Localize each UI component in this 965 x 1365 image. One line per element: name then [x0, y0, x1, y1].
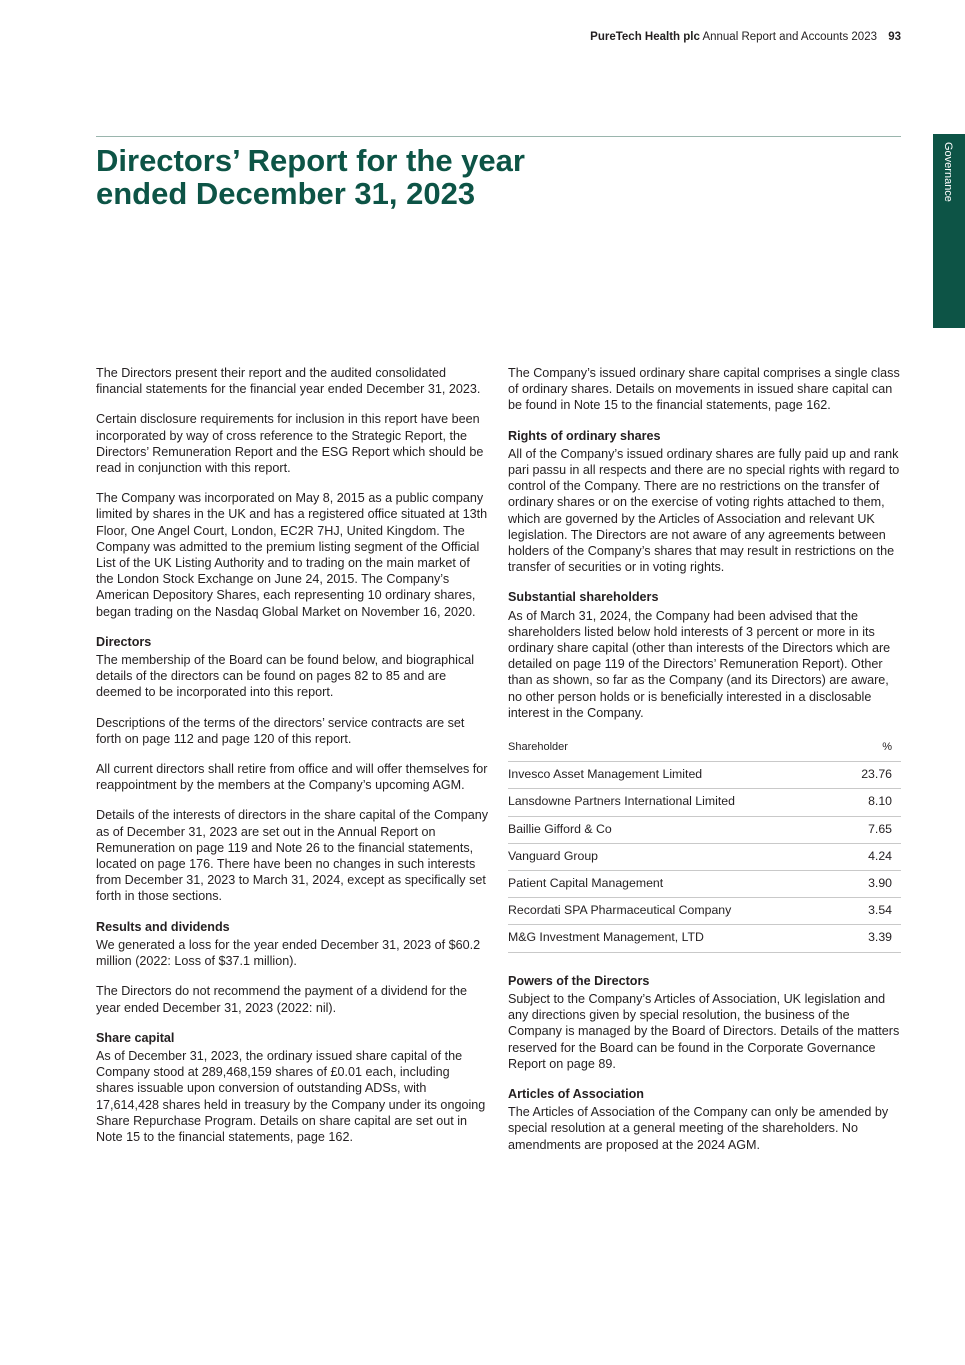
articles-paragraph: The Articles of Association of the Company can only be amended by special resolution at a general meeting of the shareholders. No amendments are proposed at the 2024 AGM.	[508, 1105, 889, 1152]
table-row	[508, 843, 901, 870]
shareholder-column-header: Shareholder	[508, 735, 842, 762]
directors-paragraph-4: Details of the interests of directors in the share capital of the Company as of December 31, 2023 are set out in the Annual Report on Remuneration on page 119 and Note 26 to the financial statements, located on page 176. There have been no changes in such interests from December 31, 2023 to March 31, 2024, except as specifically set forth in those sections.	[96, 808, 489, 904]
page-title	[96, 144, 616, 210]
section-tab-label: Governance	[942, 142, 954, 202]
powers-paragraph: Subject to the Company’s Articles of Association, UK legislation and any directions given by special resolution, the business of the Company is managed by the Board of Directors. Details of the matters reserved for the Board can be found in the Corporate Governance Report on page 89.	[508, 991, 900, 1071]
share-capital-paragraph-1: As of December 31, 2023, the ordinary issued share capital of the Company stood at 289,468,159 shares of £0.01 each, including shares issuable upon conversion of outstanding ADSs, with 17,614,428 shares held in treasury by the Company under its ongoing Share Repurchase Program. Details on share capital are set out in Note 15 to the financial statements, page 162.	[96, 1048, 486, 1144]
left-column	[96, 365, 490, 1159]
table-header-row	[508, 735, 901, 762]
percent-column-header: %	[842, 735, 901, 762]
rights-paragraph: All of the Company’s issued ordinary shares are fully paid up and rank pari passu in all respects and there are no special rights with regard to control of the Company. There are no restrictions on the transfer of ordinary shares or on the exercise of voting rights attached to them, which are governed by the Articles of Association and relevant UK legislation. The Directors are not aware of any agreements between holders of the Company’s shares that may result in restrictions on the transfer of securities or in voting rights.	[508, 446, 900, 575]
page-title-line-1: Directors’ Report for the year	[96, 143, 525, 178]
table-row	[508, 871, 901, 898]
intro-paragraph-1: The Directors present their report and the audited consolidated financial statements for the financial year ended December 31, 2023.	[96, 366, 481, 397]
intro-paragraph-2: Certain disclosure requirements for inclusion in this report have been incorporated by way of cross reference to the Strategic Report, the Directors’ Remuneration Report and the ESG Report which should be read in conjunction with this report.	[96, 412, 484, 476]
substantial-shareholders-paragraph: As of March 31, 2024, the Company had been advised that the shareholders listed below hold interests of 3 percent or more in its ordinary share capital (other than interests of the Directors which are detailed on page 119 of the Directors’ Remuneration Report). Other than as shown, so far as the Company (and its Directors) are aware, no other person holds or is beneficially interested in a disclosable interest in the Company.	[508, 608, 891, 720]
shareholder-name: Vanguard Group	[508, 843, 842, 870]
directors-heading: Directors	[96, 634, 152, 649]
shareholder-percent: 3.90	[842, 871, 901, 898]
directors-paragraph-1: The membership of the Board can be found below, and biographical details of the directors can be found on pages 82 to 85 and are deemed to be incorporated into this report.	[96, 653, 475, 700]
results-paragraph-2: The Directors do not recommend the payment of a dividend for the year ended December 31, 2023 (2022: nil).	[96, 984, 468, 1015]
shareholder-percent: 3.54	[842, 898, 901, 925]
title-divider	[96, 136, 901, 137]
shareholder-name: Lansdowne Partners International Limited	[508, 789, 842, 816]
publication-title: Annual Report and Accounts 2023	[702, 31, 877, 43]
shareholder-percent: 3.39	[842, 925, 901, 952]
right-column	[508, 365, 902, 1167]
running-header	[590, 31, 901, 43]
directors-paragraph-3: All current directors shall retire from office and will offer themselves for reappointment by the members at the Company’s upcoming AGM.	[96, 762, 488, 793]
rights-heading: Rights of ordinary shares	[508, 428, 661, 443]
intro-paragraph-3: The Company was incorporated on May 8, 2015 as a public company limited by shares in the UK and has a registered office situated at 13th Floor, One Angel Court, London, EC2R 7HJ, United Kingdom. The Company was admitted to the premium listing segment of the Official List of the UK Listing Authority and to trading on the main market of the London Stock Exchange on June 24, 2015. The Company’s American Depository Shares, each representing 10 ordinary shares, began trading on the Nasdaq Global Market on November 16, 2020.	[96, 491, 488, 619]
results-heading: Results and dividends	[96, 919, 230, 934]
share-capital-heading: Share capital	[96, 1030, 175, 1045]
shareholder-percent: 8.10	[842, 789, 901, 816]
table-row	[508, 816, 901, 843]
company-name: PureTech Health plc	[590, 31, 700, 43]
results-paragraph-1: We generated a loss for the year ended December 31, 2023 of $60.2 million (2022: Loss of $37.1 million).	[96, 937, 481, 969]
page-number: 93	[888, 31, 901, 43]
directors-paragraph-2: Descriptions of the terms of the directors’ service contracts are set forth on page 112 and page 120 of this report.	[96, 715, 465, 746]
shareholder-name: M&G Investment Management, LTD	[508, 925, 842, 952]
table-row	[508, 789, 901, 816]
share-capital-paragraph-2: The Company’s issued ordinary share capital comprises a single class of ordinary shares. Details on movements in issued share capital can be found in Note 15 to the financial statements, page 162.	[508, 366, 900, 413]
shareholders-table	[508, 735, 901, 953]
shareholder-name: Invesco Asset Management Limited	[508, 762, 842, 789]
page-title-line-2: ended December 31, 2023	[96, 176, 476, 211]
table-row	[508, 925, 901, 952]
shareholder-name: Patient Capital Management	[508, 871, 842, 898]
section-tab	[933, 134, 965, 328]
powers-heading: Powers of the Directors	[508, 973, 650, 988]
articles-heading: Articles of Association	[508, 1086, 644, 1101]
shareholder-percent: 23.76	[842, 762, 901, 789]
substantial-shareholders-heading: Substantial shareholders	[508, 590, 659, 605]
shareholder-percent: 7.65	[842, 816, 901, 843]
shareholder-name: Baillie Gifford & Co	[508, 816, 842, 843]
table-row	[508, 762, 901, 789]
shareholder-name: Recordati SPA Pharmaceutical Company	[508, 898, 842, 925]
table-row	[508, 898, 901, 925]
shareholder-percent: 4.24	[842, 843, 901, 870]
